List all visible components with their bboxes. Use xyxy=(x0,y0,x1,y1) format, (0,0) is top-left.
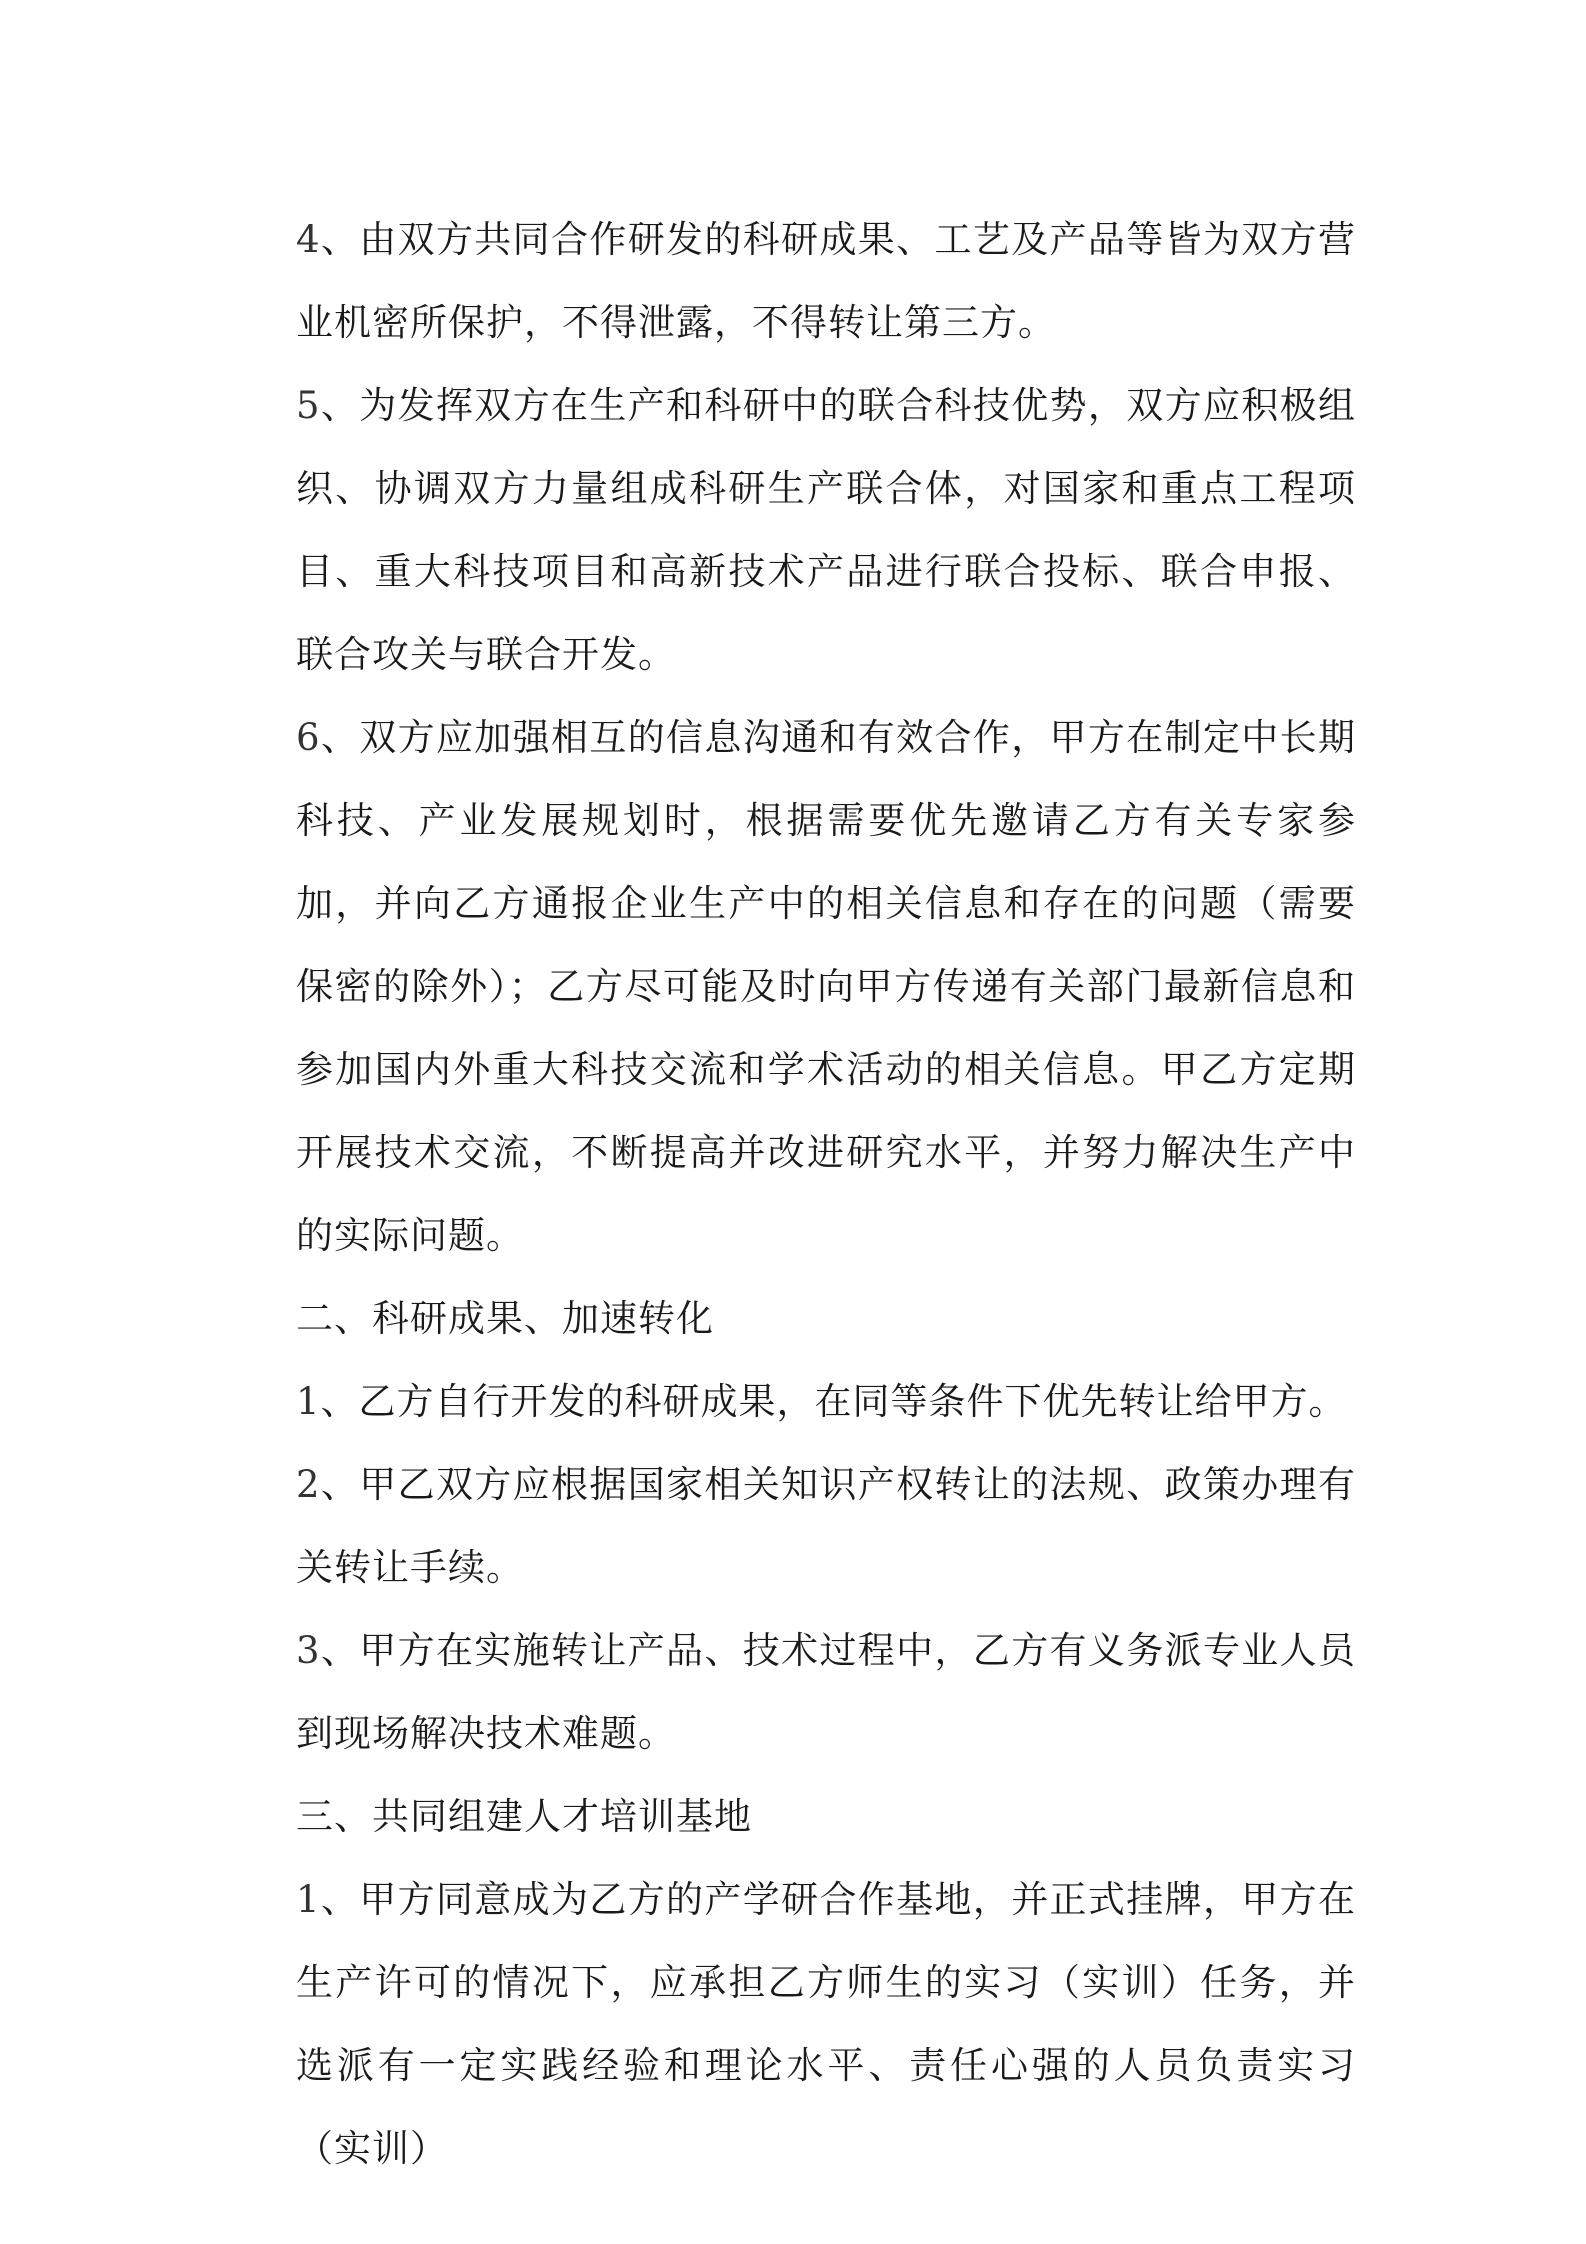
paragraph-number: 5 xyxy=(296,384,321,427)
paragraph-item-5 xyxy=(296,364,1356,696)
paragraph-item-1b xyxy=(296,1858,1356,2190)
paragraph-number: 3 xyxy=(296,1629,321,1672)
paragraph-text: 、甲方在实施转让产品、技术过程中，乙方有义务派专业人员到现场解决技术难题。 xyxy=(296,1629,1356,1755)
paragraph-item-1 xyxy=(296,1360,1356,1443)
paragraph-item-6 xyxy=(296,696,1356,1277)
section-heading-3 xyxy=(296,1775,1356,1858)
paragraph-text: 、由双方共同合作研发的科研成果、工艺及产品等皆为双方营业机密所保护，不得泄露，不得转让第三方。 xyxy=(296,218,1356,344)
section-heading-text: 二、科研成果、加速转化 xyxy=(296,1297,714,1340)
paragraph-item-3 xyxy=(296,1609,1356,1775)
section-heading-2 xyxy=(296,1277,1356,1360)
paragraph-item-2 xyxy=(296,1443,1356,1609)
document-body xyxy=(296,198,1356,2190)
paragraph-text: 、甲方同意成为乙方的产学研合作基地，并正式挂牌，甲方在生产许可的情况下，应承担乙方师生的实习（实训）任务，并选派有一定实践经验和理论水平、责任心强的人员负责实习（实训） xyxy=(296,1878,1356,2170)
section-heading-text: 三、共同组建人才培训基地 xyxy=(296,1795,752,1838)
paragraph-text: 、乙方自行开发的科研成果，在同等条件下优先转让给甲方。 xyxy=(320,1380,1347,1423)
paragraph-text: 、双方应加强相互的信息沟通和有效合作，甲方在制定中长期科技、产业发展规划时，根据需要优先邀请乙方有关专家参加，并向乙方通报企业生产中的相关信息和存在的问题（需要保密的除外）；乙方尽可能及时向甲方传递有关部门最新信息和参加国内外重大科技交流和学术活动的相关信息。甲乙方定期开展技术交流，不断提高并改进研究水平，并努力解决生产中的实际问题。 xyxy=(296,716,1356,1257)
paragraph-text: 、甲乙双方应根据国家相关知识产权转让的法规、政策办理有关转让手续。 xyxy=(296,1463,1356,1589)
paragraph-number: 1 xyxy=(296,1380,321,1423)
paragraph-number: 2 xyxy=(296,1463,321,1506)
paragraph-text: 、为发挥双方在生产和科研中的联合科技优势，双方应积极组织、协调双方力量组成科研生产联合体，对国家和重点工程项目、重大科技项目和高新技术产品进行联合投标、联合申报、联合攻关与联合开发。 xyxy=(296,384,1356,676)
paragraph-item-4 xyxy=(296,198,1356,364)
paragraph-number: 1 xyxy=(296,1878,321,1921)
paragraph-number: 4 xyxy=(296,218,321,261)
paragraph-number: 6 xyxy=(296,716,321,759)
